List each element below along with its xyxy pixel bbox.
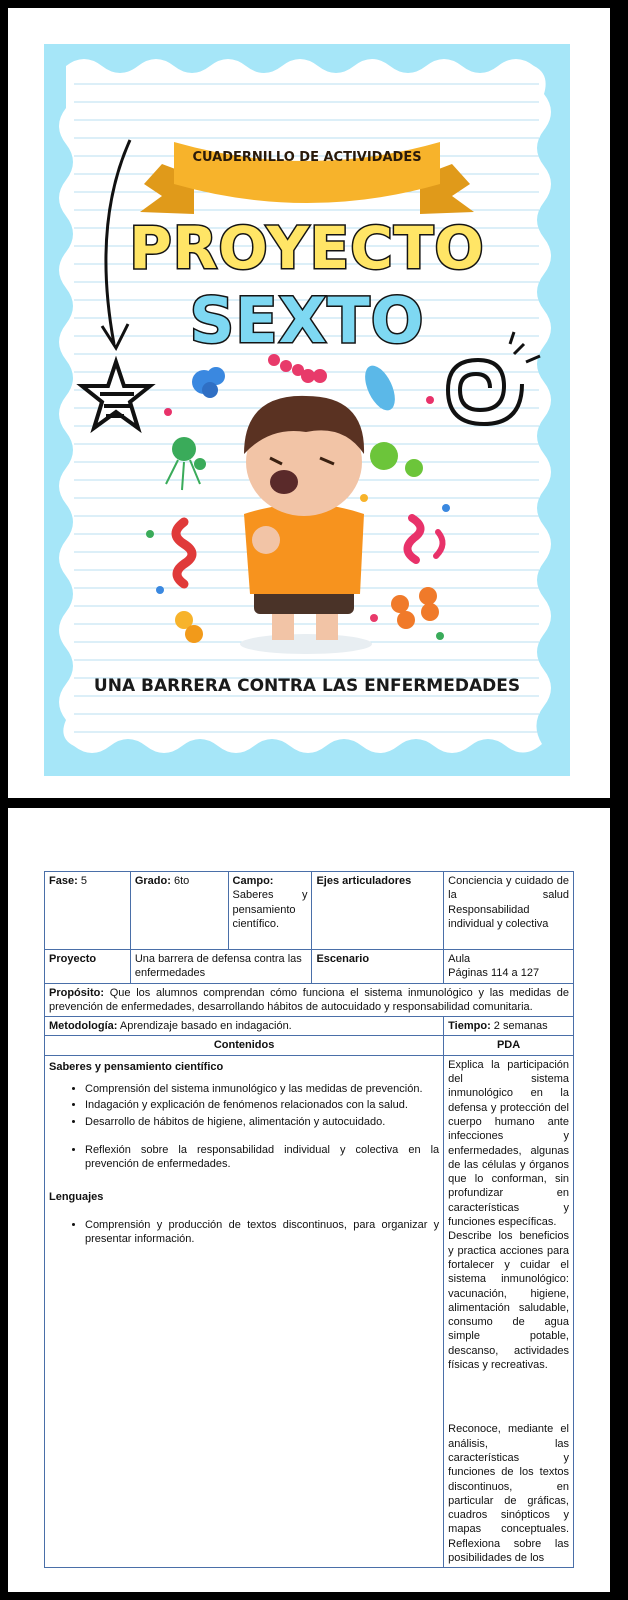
proposito-cell: Propósito: Que los alumnos comprendan cómo funciona el sistema inmunológico y las medidas de prevención de enfermedades, desarrollando hábitos de autocuidado y responsabilidad comunitaria. [45, 983, 574, 1017]
table-row [45, 1055, 574, 1568]
proyecto-label-cell: Proyecto [45, 950, 131, 984]
table-row [45, 872, 574, 950]
cover-title-line1: PROYECTO [129, 214, 485, 282]
planning-page [8, 808, 610, 1592]
section-title: Lenguajes [49, 1190, 104, 1203]
cover-page [8, 8, 610, 798]
proyecto-value-cell: Una barrera de defensa contra las enfermedades [130, 950, 312, 984]
pda-header: PDA [444, 1036, 574, 1055]
campo-cell: Campo: Saberes y pensamiento científico. [228, 872, 312, 950]
section-title: Saberes y pensamiento científico [49, 1060, 224, 1073]
list-item: • Desarrollo de hábitos de higiene, alimentación y autocuidado. [85, 1115, 439, 1129]
list-item: • Comprensión del sistema inmunológico y las medidas de prevención. [85, 1082, 439, 1096]
fase-cell: Fase: 5 [45, 872, 131, 950]
list-item: • Comprensión y producción de textos discontinuos, para organizar y presentar información. [85, 1218, 439, 1247]
pda-paragraph: Reconoce, mediante el análisis, las características y funciones de los textos discontinuos, en particular de gráficas, cuadros sinópticos y mapas conceptuales. Reflexiona sobre las posibilidades de los [448, 1423, 569, 1564]
table-row [45, 950, 574, 984]
pda-paragraph: Explica la participación del sistema inmunológico en la defensa y protección del cuerpo humano ante infecciones y enfermedades, algunas de las células y órganos que lo conforman, sin profundizar en características y funciones específicas. [448, 1058, 569, 1229]
cover-title-line2: SEXTO [189, 284, 425, 357]
tiempo-cell: Tiempo: 2 semanas [444, 1017, 574, 1036]
section2-list [49, 1218, 439, 1247]
list-item: • Indagación y explicación de fenómenos relacionados con la salud. [85, 1098, 439, 1112]
escenario-value-cell: Aula Páginas 114 a 127 [444, 950, 574, 984]
cover-art [44, 44, 570, 776]
contenidos-cell [45, 1055, 444, 1568]
table-row [45, 983, 574, 1017]
table-row [45, 1017, 574, 1036]
ejes-label-cell: Ejes articuladores [312, 872, 444, 950]
metodologia-cell: Metodología: Aprendizaje basado en indagación. [45, 1017, 444, 1036]
escenario-label-cell: Escenario [312, 950, 444, 984]
list-item: • Reflexión sobre la responsabilidad individual y colectiva en la prevención de enfermedades. [85, 1143, 439, 1172]
pda-paragraph: Describe los beneficios y practica acciones para fortalecer y cuidar el sistema inmunológico: vacunación, higiene, alimentación saludable, consumo de agua simple potable, descanso, actividades físicas y recreativas. [448, 1230, 569, 1372]
cover-subtitle: UNA BARRERA CONTRA LAS ENFERMEDADES [93, 676, 521, 696]
ejes-value-cell: Conciencia y cuidado de la salud Responsabilidad individual y colectiva [444, 872, 574, 950]
pda-cell [444, 1055, 574, 1568]
planning-table [44, 871, 574, 1568]
contenidos-header: Contenidos [45, 1036, 444, 1055]
table-row [45, 1036, 574, 1055]
section1-list [49, 1082, 439, 1171]
grado-cell: Grado: 6to [130, 872, 228, 950]
cover-banner-text: CUADERNILLO DE ACTIVIDADES [192, 150, 422, 165]
